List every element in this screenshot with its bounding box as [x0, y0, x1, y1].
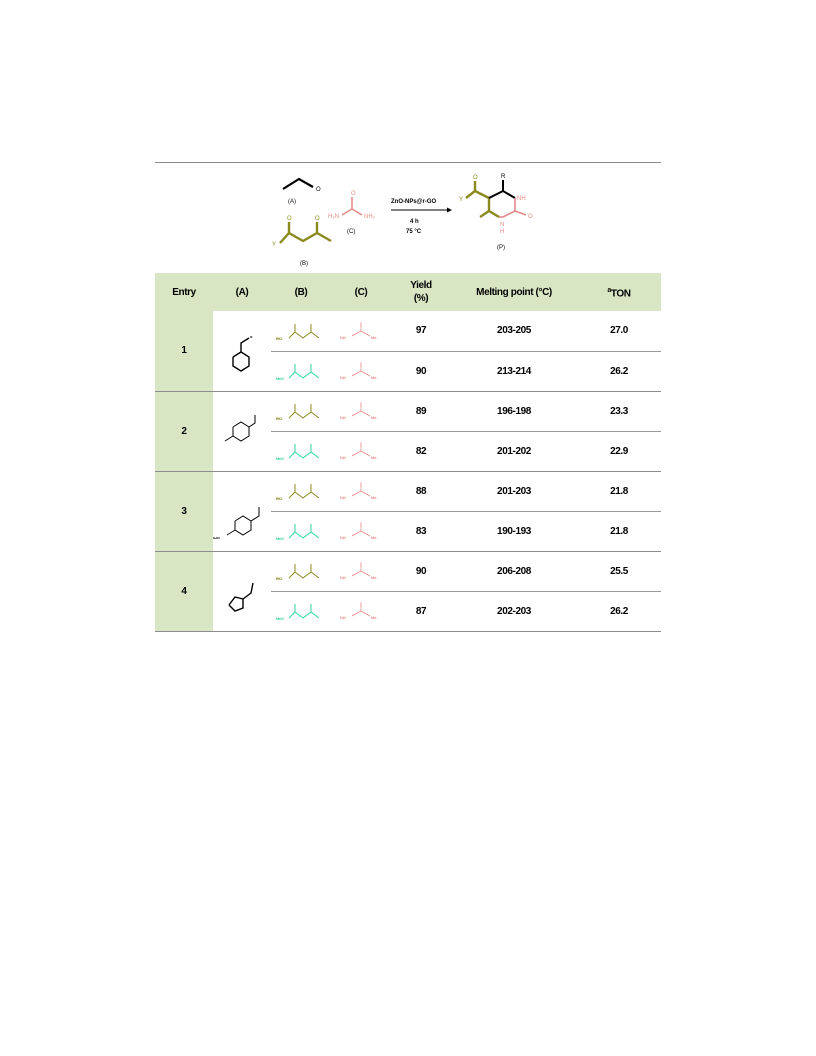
svg-text:O: O [473, 175, 478, 181]
yield-value: 87 [391, 591, 451, 631]
ketoester-structure [280, 222, 331, 243]
svg-text:EtO: EtO [276, 416, 282, 421]
urea-structure [336, 518, 386, 544]
urea-structure [336, 318, 386, 344]
ton-value: 27.0 [577, 311, 661, 351]
header-yield: Yield (%) [410, 280, 432, 304]
aldehyde-a-structure [213, 321, 271, 381]
urea-structure [336, 398, 386, 424]
ketoester-structure [275, 478, 327, 504]
ketoester-structure [275, 358, 327, 384]
urea-structure [342, 197, 362, 215]
ketoester-cell [271, 591, 331, 631]
ketoester-structure [275, 318, 327, 344]
svg-text:H₂N: H₂N [340, 536, 346, 540]
melting-point-value: 190-193 [451, 511, 577, 551]
entry-number: 1 [155, 311, 213, 391]
melting-point-value: 196-198 [451, 391, 577, 431]
ketoester-cell [271, 551, 331, 591]
header-ton: $^a$TON [607, 286, 631, 300]
aldehyde-cell [213, 471, 271, 551]
aldehyde-structure [283, 179, 321, 193]
svg-text:NH₂: NH₂ [371, 416, 377, 420]
ketoester-cell [271, 311, 331, 351]
yield-value: 90 [391, 351, 451, 391]
svg-text:O: O [287, 216, 292, 222]
urea-cell [331, 511, 391, 551]
ketoester-cell [271, 391, 331, 431]
aldehyde-cell [213, 551, 271, 631]
yield-value: 83 [391, 511, 451, 551]
svg-text:NH: NH [517, 196, 526, 202]
svg-text:NH₂: NH₂ [371, 456, 377, 460]
yield-value: 89 [391, 391, 451, 431]
label-p: (P) [497, 245, 505, 251]
urea-cell [331, 471, 391, 511]
label-b: (B) [300, 261, 308, 267]
svg-text:H₂N: H₂N [340, 616, 346, 620]
ketoester-structure [275, 558, 327, 584]
urea-structure [336, 558, 386, 584]
header-a: (A) [235, 286, 249, 298]
svg-text:H₂N: H₂N [328, 214, 339, 220]
svg-text:NH₂: NH₂ [371, 376, 377, 380]
table-header-row [155, 273, 661, 311]
yield-value: 97 [391, 311, 451, 351]
entry-number: 4 [155, 551, 213, 631]
svg-text:MeO: MeO [276, 376, 284, 381]
aldehyde-cell [213, 311, 271, 391]
ketoester-structure [275, 438, 327, 464]
urea-cell [331, 431, 391, 471]
svg-text:NH₂: NH₂ [371, 536, 377, 540]
svg-text:R: R [501, 174, 506, 180]
svg-text:Y: Y [272, 242, 277, 248]
urea-cell [331, 311, 391, 351]
table-row [155, 311, 661, 351]
time-label: 4 h [410, 219, 419, 225]
svg-text:N: N [500, 222, 505, 228]
svg-text:NH₂: NH₂ [371, 335, 377, 340]
urea-cell [331, 551, 391, 591]
svg-text:O: O [316, 187, 321, 193]
scheme-drawing [155, 163, 661, 273]
svg-text:NH₂: NH₂ [371, 616, 377, 620]
header-entry: Entry [172, 286, 196, 298]
svg-text:H₂N: H₂N [340, 576, 346, 580]
catalyst-label: ZnO-NPs@r-GO [391, 199, 437, 205]
label-a: (A) [288, 199, 296, 205]
table-row [155, 471, 661, 511]
svg-text:O: O [528, 214, 533, 220]
ton-value: 26.2 [577, 591, 661, 631]
ketoester-structure [275, 398, 327, 424]
ton-value: 21.8 [577, 511, 661, 551]
svg-text:MeO: MeO [276, 616, 284, 621]
ketoester-cell [271, 351, 331, 391]
urea-structure [336, 438, 386, 464]
svg-text:EtO: EtO [276, 496, 282, 501]
svg-text:o: o [250, 333, 253, 339]
svg-text:H₂N: H₂N [340, 456, 346, 460]
aldehyde-a-structure [213, 401, 271, 461]
ton-value: 23.3 [577, 391, 661, 431]
reaction-scheme [155, 163, 661, 273]
ton-value: 22.9 [577, 431, 661, 471]
ketoester-cell [271, 511, 331, 551]
svg-text:EtO: EtO [276, 576, 282, 581]
temp-label: 75 °C [406, 229, 422, 235]
melting-point-value: 213-214 [451, 351, 577, 391]
svg-text:H₃CO: H₃CO [213, 536, 220, 540]
melting-point-value: 201-203 [451, 471, 577, 511]
melting-point-value: 201-202 [451, 431, 577, 471]
urea-structure [336, 478, 386, 504]
svg-text:H: H [500, 229, 505, 235]
melting-point-value: 202-203 [451, 591, 577, 631]
yield-value: 90 [391, 551, 451, 591]
results-table [155, 273, 661, 632]
yield-value: 88 [391, 471, 451, 511]
urea-cell [331, 391, 391, 431]
urea-structure [336, 598, 386, 624]
melting-point-value: 206-208 [451, 551, 577, 591]
melting-point-value: 203-205 [451, 311, 577, 351]
ketoester-structure [275, 598, 327, 624]
entry-number: 3 [155, 471, 213, 551]
svg-text:MeO: MeO [276, 456, 284, 461]
svg-text:H₂N: H₂N [340, 496, 346, 500]
aldehyde-cell [213, 391, 271, 471]
table-row [155, 551, 661, 591]
urea-cell [331, 351, 391, 391]
svg-text:NH₂: NH₂ [371, 576, 377, 580]
svg-text:O: O [351, 191, 356, 197]
svg-text:MeO: MeO [276, 536, 284, 541]
svg-text:EtO: EtO [276, 335, 282, 341]
ton-value: 26.2 [577, 351, 661, 391]
svg-text:Y: Y [459, 197, 464, 203]
ketoester-cell [271, 431, 331, 471]
header-c: (C) [354, 286, 368, 298]
urea-structure [336, 358, 386, 384]
svg-text:NH₂: NH₂ [371, 496, 377, 500]
svg-text:O: O [315, 216, 320, 222]
svg-text:H₂N: H₂N [340, 376, 346, 380]
header-b: (B) [294, 286, 308, 298]
arrow-head-icon [447, 208, 452, 213]
urea-cell [331, 591, 391, 631]
entry-number: 2 [155, 391, 213, 471]
header-melting-point: Melting point (°C) [476, 286, 552, 298]
label-c: (C) [347, 229, 356, 235]
ketoester-structure [275, 518, 327, 544]
ketoester-cell [271, 471, 331, 511]
aldehyde-a-structure [213, 481, 271, 541]
ton-value: 25.5 [577, 551, 661, 591]
yield-value: 82 [391, 431, 451, 471]
svg-text:H₂N: H₂N [340, 416, 346, 420]
ton-value: 21.8 [577, 471, 661, 511]
svg-text:H₂N: H₂N [340, 335, 346, 340]
reaction-figure [155, 162, 661, 632]
table-row [155, 391, 661, 431]
aldehyde-a-structure [213, 561, 271, 621]
svg-text:NH₂: NH₂ [364, 214, 375, 220]
